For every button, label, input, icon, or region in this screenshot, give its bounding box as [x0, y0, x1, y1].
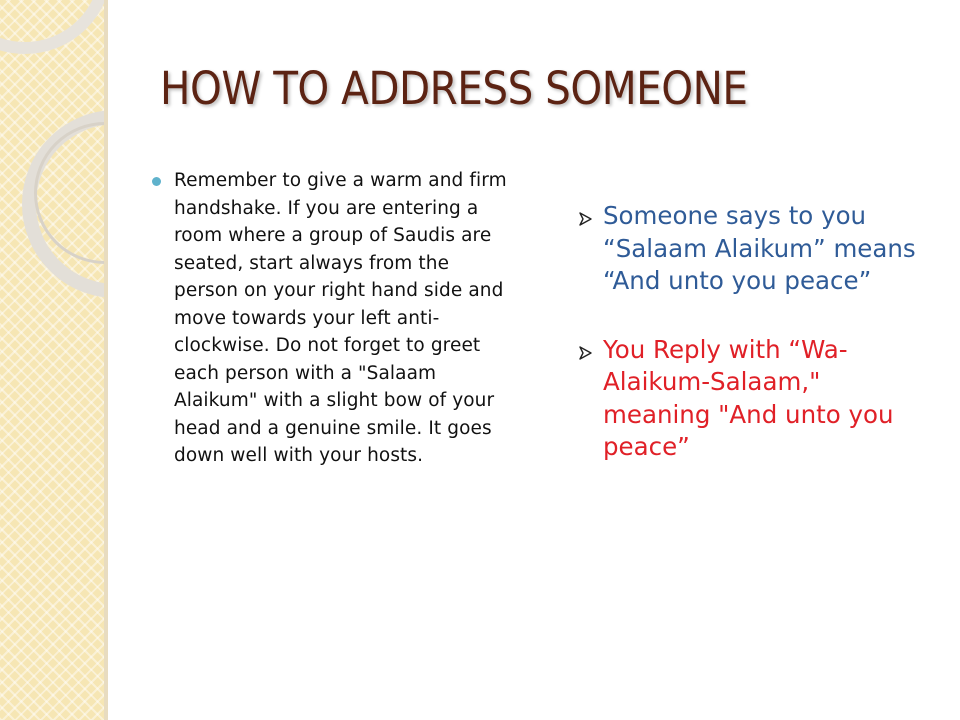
decorative-sidebar [0, 0, 106, 720]
left-column [174, 167, 510, 470]
right-item-text: Someone says to you “Salaam Alaikum” means “And unto you peace” [603, 201, 916, 295]
left-bullet-text: Remember to give a warm and firm handshake. If you are entering a room where a group of Saudis are seated, start always from the person on your right hand side and move towards your left anti-clockwise. Do not forget to greet each person with a "Salaam Alaikum" with a slight bow of your head and a genuine smile. It goes down well with your hosts. [174, 170, 507, 466]
right-list-item [578, 334, 918, 464]
arrow-bullet-icon [578, 212, 592, 226]
decorative-ring [0, 0, 106, 54]
slide-title: HOW TO ADDRESS SOMEONE [160, 62, 748, 115]
arrow-bullet-icon [578, 346, 592, 360]
right-item-text: You Reply with “Wa-Alaikum-Salaam," meaning "And unto you peace” [603, 334, 894, 461]
sidebar-edge [104, 0, 108, 720]
right-column [578, 200, 918, 464]
bullet-dot-icon [152, 177, 161, 186]
right-list-item [578, 200, 918, 298]
